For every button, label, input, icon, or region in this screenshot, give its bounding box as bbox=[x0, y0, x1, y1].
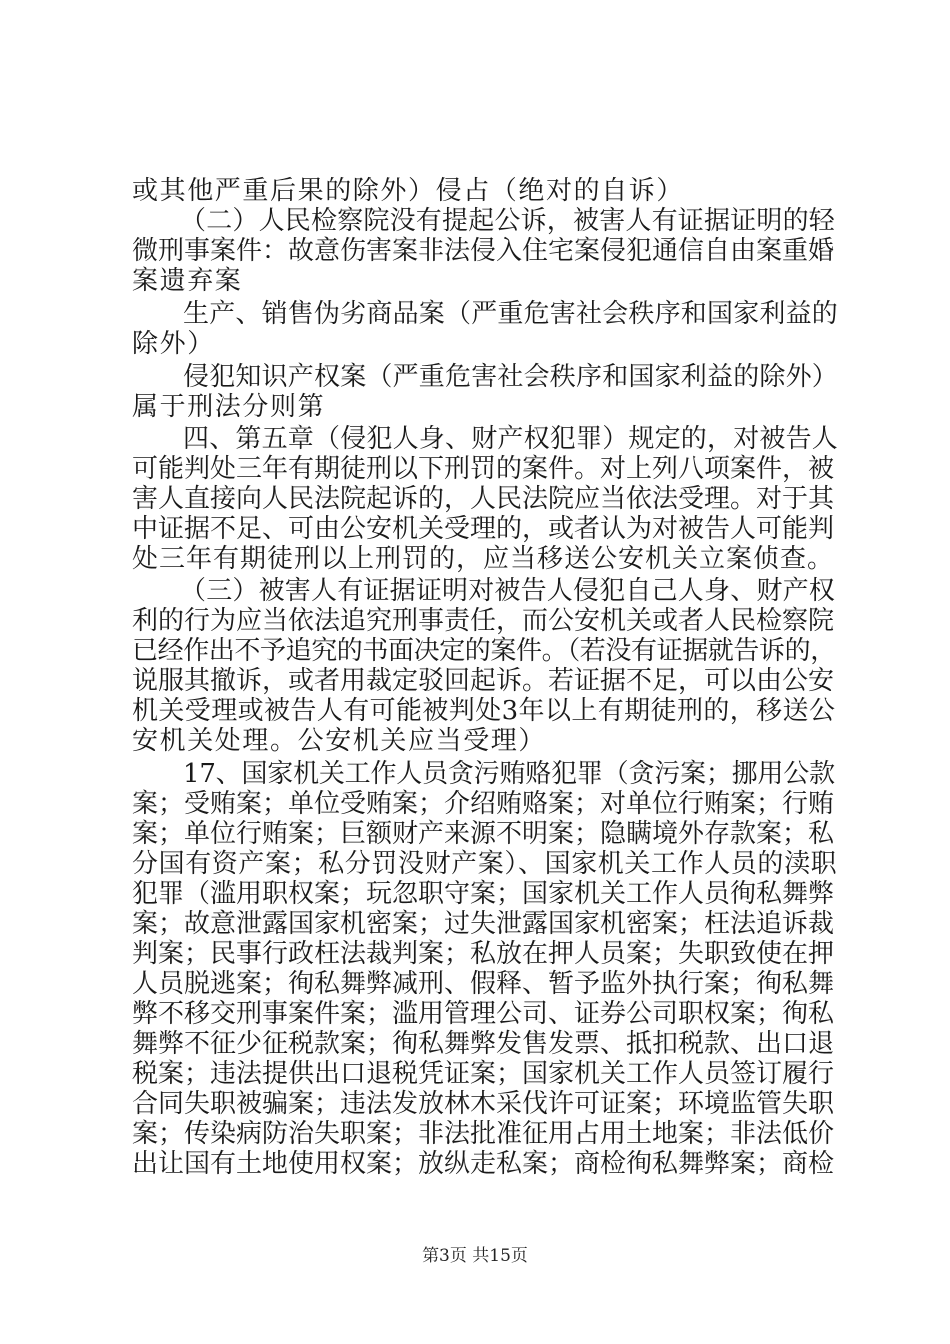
text-line: 或其他严重后果的除外）侵占（绝对的自诉） bbox=[132, 176, 685, 206]
text-line: 17、国家机关工作人员贪污贿赂犯罪（贪污案；挪用公款 bbox=[183, 759, 835, 789]
text-line: 人员脱逃案；徇私舞弊减刑、假释、暂予监外执行案；徇私舞 bbox=[132, 969, 835, 999]
text-line: （三）被害人有证据证明对被告人侵犯自己人身、财产权 bbox=[180, 576, 836, 606]
text-line: 弊不移交刑事案件案；滥用管理公司、证券公司职权案；徇私 bbox=[132, 999, 835, 1029]
text-line: 判案；民事行政枉法裁判案；私放在押人员案；失职致使在押 bbox=[132, 939, 835, 969]
text-line: 说服其撤诉，或者用裁定驳回起诉。若证据不足，可以由公安 bbox=[132, 666, 835, 696]
text-line: 案遗弃案 bbox=[132, 266, 243, 296]
text-line: 四、第五章（侵犯人身、财产权犯罪）规定的，对被告人 bbox=[183, 424, 839, 454]
text-line: 利的行为应当依法追究刑事责任，而公安机关或者人民检察院 bbox=[132, 606, 835, 636]
text-line: 处三年有期徒刑以上刑罚的，应当移送公安机关立案侦查。 bbox=[132, 544, 835, 574]
text-line: 除外） bbox=[132, 329, 215, 359]
text-line: 分国有资产案；私分罚没财产案）、国家机关工作人员的渎职 bbox=[132, 849, 838, 879]
text-line: 案；传染病防治失职案；非法批准征用占用土地案；非法低价 bbox=[132, 1119, 835, 1149]
text-line: 出让国有土地使用权案；放纵走私案；商检徇私舞弊案；商检 bbox=[132, 1149, 835, 1179]
text-line: 案；单位行贿案；巨额财产来源不明案；隐瞒境外存款案；私 bbox=[132, 819, 835, 849]
text-line: 犯罪（滥用职权案；玩忽职守案；国家机关工作人员徇私舞弊 bbox=[132, 879, 835, 909]
text-line: 税案；违法提供出口退税凭证案；国家机关工作人员签订履行 bbox=[132, 1059, 835, 1089]
text-line: 害人直接向人民法院起诉的，人民法院应当依法受理。对于其 bbox=[132, 484, 835, 514]
text-line: 生产、销售伪劣商品案（严重危害社会秩序和国家利益的 bbox=[183, 299, 839, 329]
text-line: 安机关处理。公安机关应当受理） bbox=[132, 726, 547, 756]
text-line: 微刑事案件：故意伤害案非法侵入住宅案侵犯通信自由案重婚 bbox=[132, 236, 835, 266]
text-line: 属于刑法分则第 bbox=[132, 392, 326, 422]
text-line: 合同失职被骗案；违法发放林木采伐许可证案；环境监管失职 bbox=[132, 1089, 835, 1119]
text-line: 机关受理或被告人有可能被判处3年以上有期徒刑的，移送公 bbox=[132, 696, 836, 726]
text-line: 案；受贿案；单位受贿案；介绍贿赂案；对单位行贿案；行贿 bbox=[132, 789, 835, 819]
text-line: 已经作出不予追究的书面决定的案件。（若没有证据就告诉的， bbox=[132, 636, 836, 666]
text-line: 侵犯知识产权案（严重危害社会秩序和国家利益的除外） bbox=[183, 362, 839, 392]
text-line: 舞弊不征少征税款案；徇私舞弊发售发票、抵扣税款、出口退 bbox=[132, 1029, 835, 1059]
text-line: 可能判处三年有期徒刑以下刑罚的案件。对上列八项案件，被 bbox=[132, 454, 835, 484]
text-line: （二）人民检察院没有提起公诉，被害人有证据证明的轻 bbox=[180, 206, 836, 236]
page-number: 第3页 共15页 bbox=[422, 1246, 528, 1266]
text-line: 案；故意泄露国家机密案；过失泄露国家机密案；枉法追诉裁 bbox=[132, 909, 835, 939]
text-line: 中证据不足、可由公安机关受理的，或者认为对被告人可能判 bbox=[132, 514, 835, 544]
